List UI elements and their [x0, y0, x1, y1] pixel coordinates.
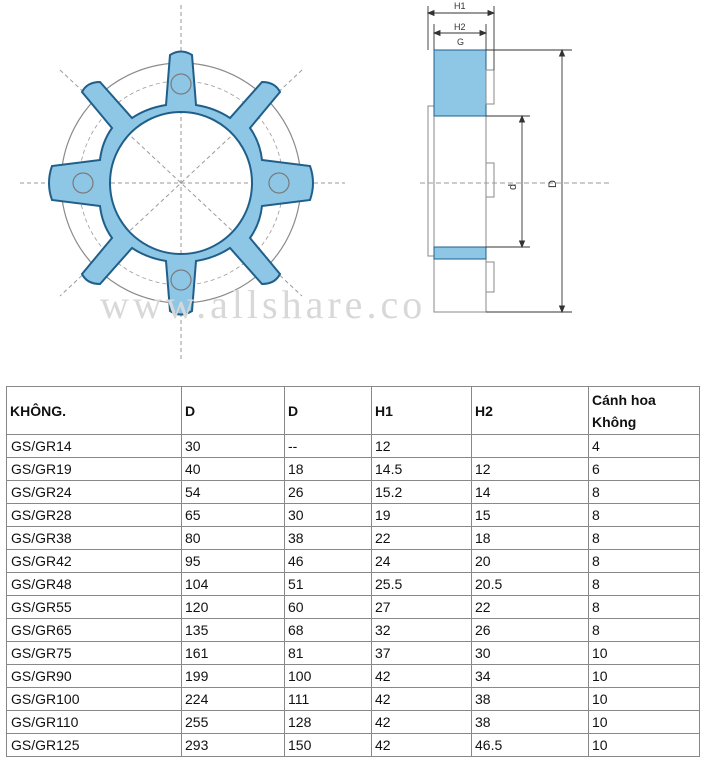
table-row [7, 504, 700, 527]
cell-model: GS/GR110 [7, 711, 182, 734]
cell-h2: 20 [472, 550, 589, 573]
cell-d-bore: 128 [285, 711, 372, 734]
side-tab-bottom [486, 262, 494, 292]
cell-h2: 15 [472, 504, 589, 527]
cell-model: GS/GR75 [7, 642, 182, 665]
cell-model: GS/GR14 [7, 435, 182, 458]
cell-d-outer: 255 [182, 711, 285, 734]
table-row [7, 734, 700, 757]
cell-h2: 26 [472, 619, 589, 642]
cell-model: GS/GR38 [7, 527, 182, 550]
cell-petal-count: 10 [589, 642, 700, 665]
cell-petal-count: 10 [589, 688, 700, 711]
cell-model: GS/GR65 [7, 619, 182, 642]
cell-h2: 22 [472, 596, 589, 619]
dim-h1-label: H1 [454, 1, 466, 11]
cell-petal-count: 8 [589, 619, 700, 642]
header-d-bore: D [285, 387, 372, 435]
cell-petal-count: 10 [589, 711, 700, 734]
cell-d-bore: -- [285, 435, 372, 458]
table-row [7, 458, 700, 481]
table-row [7, 550, 700, 573]
table-row [7, 619, 700, 642]
table-row [7, 688, 700, 711]
cell-d-outer: 293 [182, 734, 285, 757]
cell-model: GS/GR100 [7, 688, 182, 711]
cell-h2: 18 [472, 527, 589, 550]
cell-h1: 22 [372, 527, 472, 550]
cell-h1: 32 [372, 619, 472, 642]
cell-model: GS/GR24 [7, 481, 182, 504]
dim-h2-label: H2 [454, 22, 466, 32]
cell-d-outer: 161 [182, 642, 285, 665]
cell-d-outer: 135 [182, 619, 285, 642]
cell-h1: 42 [372, 734, 472, 757]
cell-petal-count: 8 [589, 527, 700, 550]
cell-h2: 14 [472, 481, 589, 504]
cell-h1: 12 [372, 435, 472, 458]
side-spider-top [434, 50, 486, 116]
cell-petal-count: 8 [589, 481, 700, 504]
cell-h1: 24 [372, 550, 472, 573]
table-row [7, 642, 700, 665]
cell-h2: 38 [472, 711, 589, 734]
cell-petal-count: 8 [589, 596, 700, 619]
cell-d-bore: 46 [285, 550, 372, 573]
cell-petal-count: 6 [589, 458, 700, 481]
cell-d-bore: 51 [285, 573, 372, 596]
table-row [7, 527, 700, 550]
front-view [20, 5, 426, 360]
cell-d-outer: 65 [182, 504, 285, 527]
cell-d-outer: 95 [182, 550, 285, 573]
cell-model: GS/GR125 [7, 734, 182, 757]
watermark: www.allshare.co [100, 282, 427, 327]
cell-d-outer: 199 [182, 665, 285, 688]
dim-d-large-label: D [547, 180, 559, 188]
cell-h2: 34 [472, 665, 589, 688]
cell-petal-count: 10 [589, 734, 700, 757]
side-tab-top [486, 70, 494, 104]
cell-h1: 14.5 [372, 458, 472, 481]
cell-petal-count: 4 [589, 435, 700, 458]
table-header-row [7, 387, 700, 435]
cell-d-outer: 40 [182, 458, 285, 481]
header-petal-count: Cánh hoa Không [589, 387, 700, 435]
spec-table [6, 386, 700, 757]
dim-d-large [486, 50, 572, 312]
table-row [7, 481, 700, 504]
header-d-outer: D [182, 387, 285, 435]
side-tab-mid [486, 163, 494, 197]
cell-h1: 42 [372, 665, 472, 688]
cell-d-bore: 150 [285, 734, 372, 757]
cell-d-outer: 80 [182, 527, 285, 550]
cell-h1: 25.5 [372, 573, 472, 596]
cell-model: GS/GR28 [7, 504, 182, 527]
side-view [420, 1, 610, 312]
cell-petal-count: 8 [589, 550, 700, 573]
dim-g-label: G [457, 37, 465, 47]
cell-h2: 38 [472, 688, 589, 711]
dim-d-small-label: d [507, 183, 519, 190]
cell-h2: 20.5 [472, 573, 589, 596]
table-row [7, 711, 700, 734]
side-spider-bottom [434, 247, 486, 259]
cell-d-outer: 30 [182, 435, 285, 458]
cell-h1: 42 [372, 688, 472, 711]
cell-model: GS/GR48 [7, 573, 182, 596]
table-row [7, 573, 700, 596]
table-row [7, 665, 700, 688]
header-h1: H1 [372, 387, 472, 435]
table-row [7, 435, 700, 458]
cell-d-bore: 68 [285, 619, 372, 642]
cell-h2 [472, 435, 589, 458]
cell-h2: 30 [472, 642, 589, 665]
cell-h1: 15.2 [372, 481, 472, 504]
cell-petal-count: 8 [589, 573, 700, 596]
cell-d-bore: 38 [285, 527, 372, 550]
cell-h2: 46.5 [472, 734, 589, 757]
cell-d-bore: 100 [285, 665, 372, 688]
cell-model: GS/GR90 [7, 665, 182, 688]
cell-d-bore: 60 [285, 596, 372, 619]
cell-d-bore: 26 [285, 481, 372, 504]
cell-d-outer: 120 [182, 596, 285, 619]
cell-model: GS/GR19 [7, 458, 182, 481]
cell-h1: 27 [372, 596, 472, 619]
cell-d-outer: 224 [182, 688, 285, 711]
cell-d-bore: 111 [285, 688, 372, 711]
cell-h1: 42 [372, 711, 472, 734]
cell-h1: 19 [372, 504, 472, 527]
cell-d-outer: 54 [182, 481, 285, 504]
cell-model: GS/GR42 [7, 550, 182, 573]
side-flange [428, 106, 434, 256]
technical-drawing [0, 0, 704, 370]
header-no: KHÔNG. [7, 387, 182, 435]
cell-d-bore: 18 [285, 458, 372, 481]
cell-d-bore: 81 [285, 642, 372, 665]
table-body [7, 435, 700, 757]
cell-d-bore: 30 [285, 504, 372, 527]
cell-h1: 37 [372, 642, 472, 665]
cell-petal-count: 8 [589, 504, 700, 527]
cell-petal-count: 10 [589, 665, 700, 688]
cell-model: GS/GR55 [7, 596, 182, 619]
cell-h2: 12 [472, 458, 589, 481]
table-row [7, 596, 700, 619]
header-h2: H2 [472, 387, 589, 435]
cell-d-outer: 104 [182, 573, 285, 596]
